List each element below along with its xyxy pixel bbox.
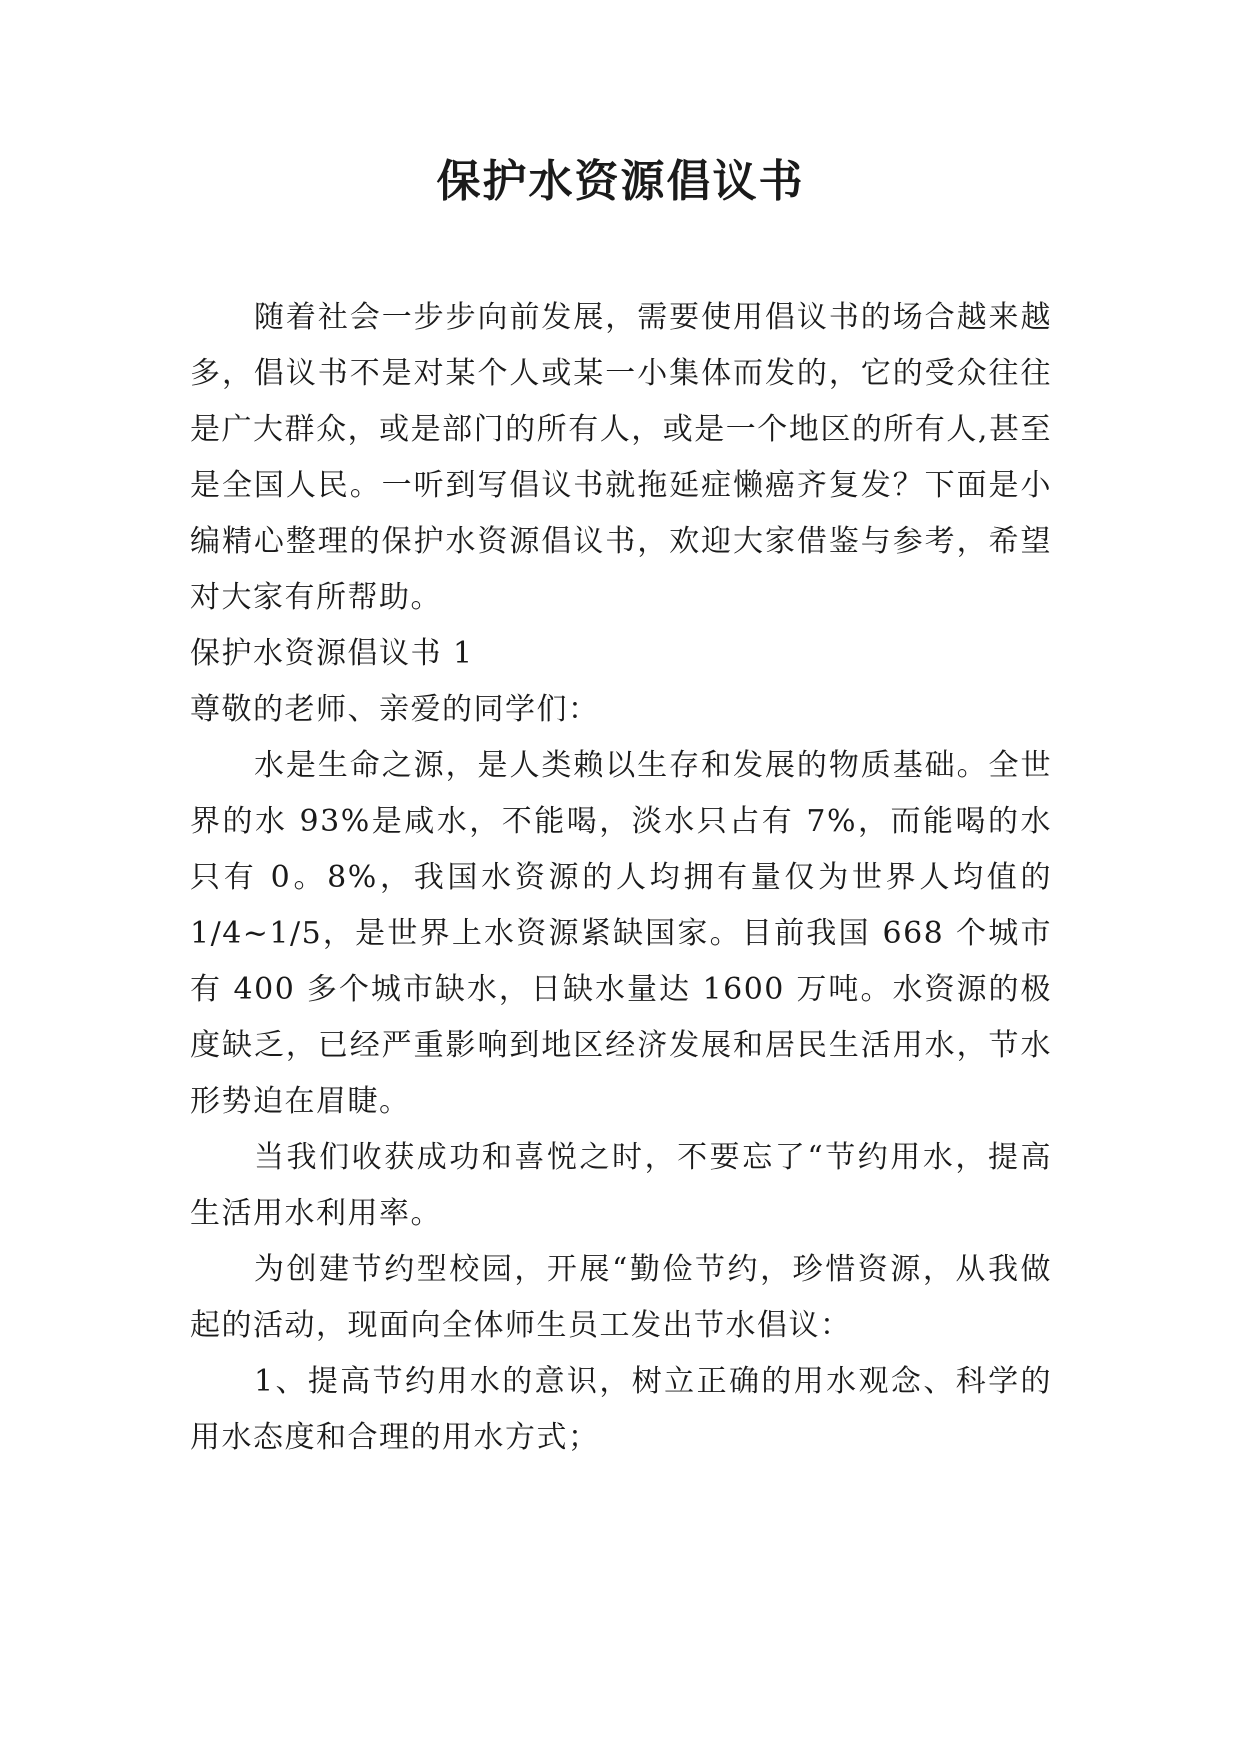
body-paragraph-2: 当我们收获成功和喜悦之时，不要忘了“节约用水，提高生活用水利用率。 xyxy=(190,1140,1052,1231)
document-title: 保护水资源倡议书 xyxy=(436,156,805,207)
document-body xyxy=(190,290,1052,1466)
body-paragraph-1: 水是生命之源，是人类赖以生存和发展的物质基础。全世界的水 93%是咸水，不能喝，淡水只占有 7%，而能喝的水只有 0。8%，我国水资源的人均拥有量仅为世界人均值的1/4~1/5，是世界上水资源紧缺国家。目前我国 668 个城市有 400 多个城市缺水，日缺水量达 1600 万吨。水资源的极度缺乏，已经严重影响到地区经济发展和居民生活用水，节水形势迫在眉睫。 xyxy=(190,748,1052,1119)
body-paragraph-3: 为创建节约型校园，开展“勤俭节约，珍惜资源，从我做起的活动，现面向全体师生员工发出节水倡议： xyxy=(190,1252,1052,1343)
intro-paragraph: 随着社会一步步向前发展，需要使用倡议书的场合越来越多，倡议书不是对某个人或某一小集体而发的，它的受众往往是广大群众，或是部门的所有人，或是一个地区的所有人,甚至是全国人民。一听到写倡议书就拖延症懒癌齐复发？下面是小编精心整理的保护水资源倡议书，欢迎大家借鉴与参考，希望对大家有所帮助。 xyxy=(190,300,1052,615)
body-paragraph-4: 1、提高节约用水的意识，树立正确的用水观念、科学的用水态度和合理的用水方式； xyxy=(190,1364,1052,1455)
salutation: 尊敬的老师、亲爱的同学们： xyxy=(190,692,600,727)
section-title: 保护水资源倡议书 1 xyxy=(190,636,474,671)
